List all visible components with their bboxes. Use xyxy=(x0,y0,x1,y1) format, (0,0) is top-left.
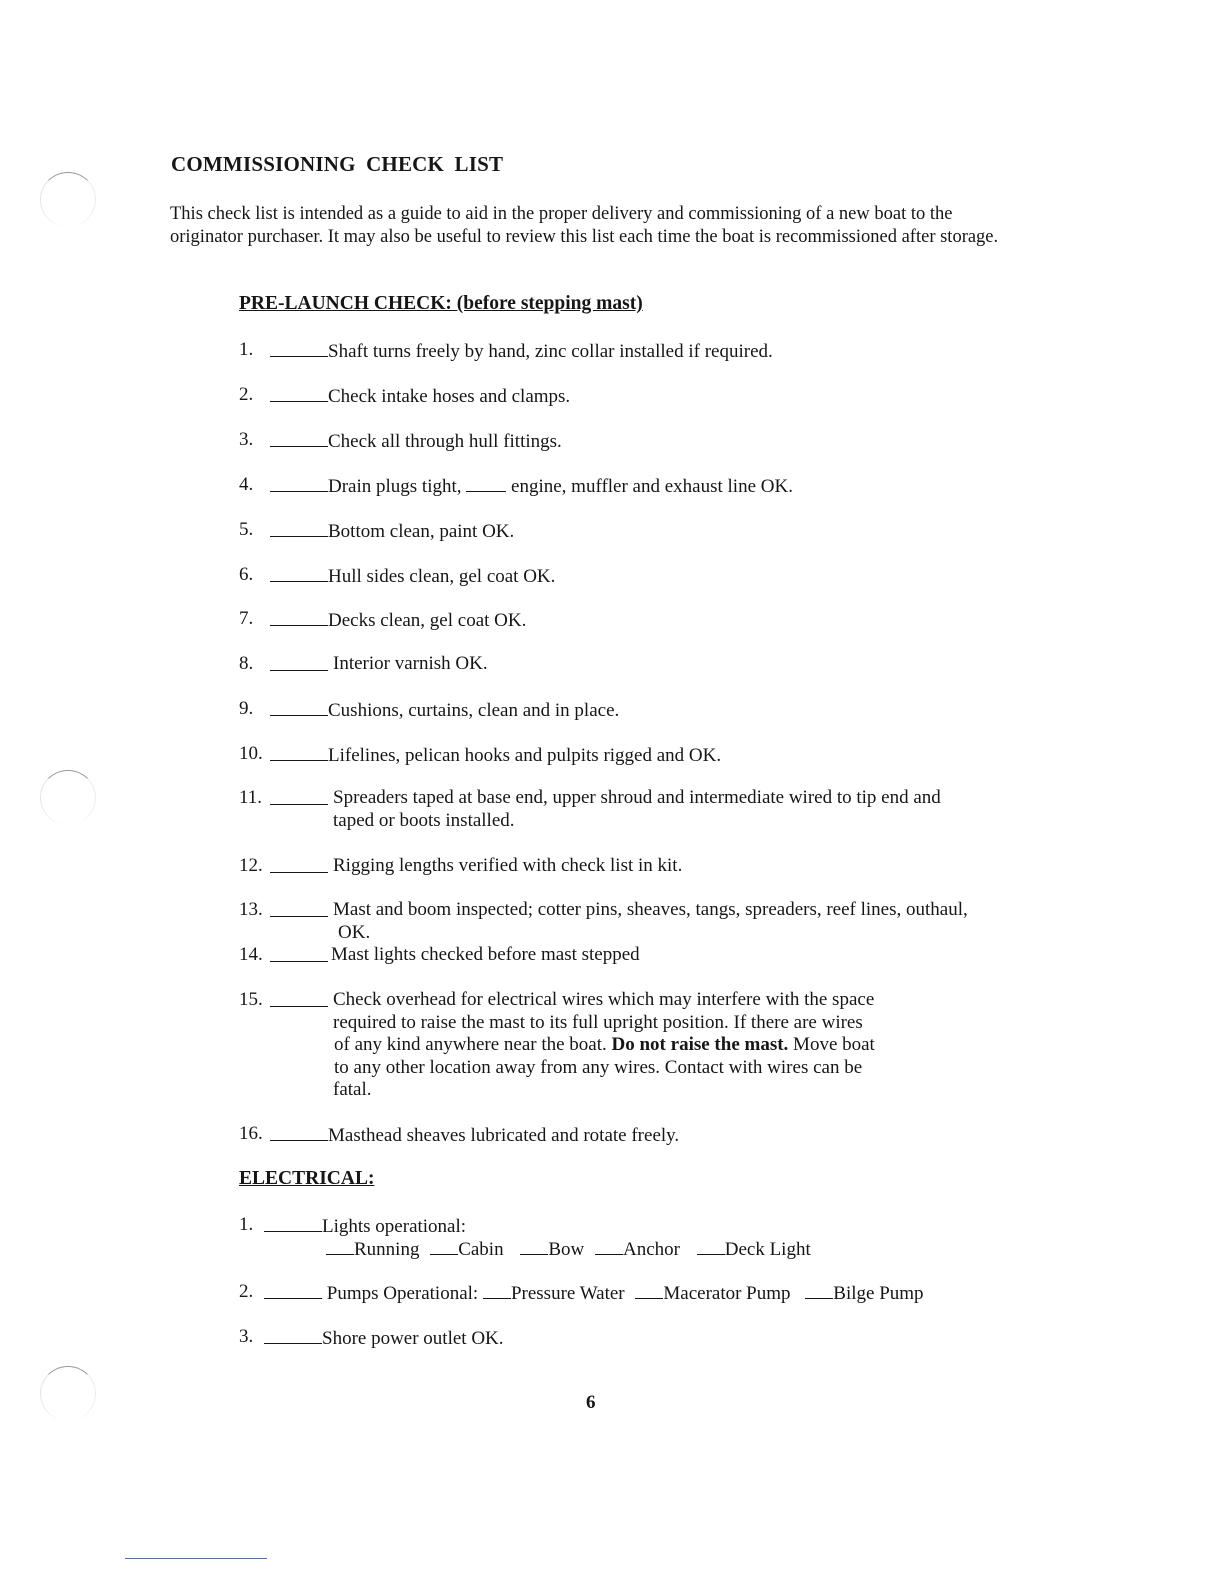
option-blank[interactable] xyxy=(326,1237,354,1255)
item-number: 6. xyxy=(239,564,254,585)
item-text: Decks clean, gel coat OK. xyxy=(328,610,527,631)
item-number: 3. xyxy=(239,429,254,450)
item-number: 12. xyxy=(239,855,263,876)
item-text: Drain plugs tight, xyxy=(328,476,462,497)
intro-paragraph: This check list is intended as a guide to aid in the proper delivery and commissioning of a new boat to the originator purchaser. It may also be useful to review this list each time the boat is recommissioned after storage. xyxy=(170,204,999,247)
check-blank[interactable] xyxy=(466,474,506,492)
item-number: 2. xyxy=(239,384,254,405)
item-text: Masthead sheaves lubricated and rotate freely. xyxy=(328,1125,680,1146)
option-blank[interactable] xyxy=(635,1281,663,1299)
item-number: 10. xyxy=(239,743,263,764)
check-blank[interactable] xyxy=(270,989,328,1007)
check-blank[interactable] xyxy=(270,743,328,761)
item-text: Bottom clean, paint OK. xyxy=(328,521,515,542)
item-text: Check intake hoses and clamps. xyxy=(328,386,571,407)
check-blank[interactable] xyxy=(270,653,328,671)
option-blank[interactable] xyxy=(520,1237,548,1255)
option-blank[interactable] xyxy=(483,1281,511,1299)
item-text: Mast lights checked before mast stepped xyxy=(331,944,640,965)
item-text-line: of any kind anywhere near the boat. xyxy=(334,1034,607,1055)
item-number: 11. xyxy=(239,787,263,808)
item-text: Shore power outlet OK. xyxy=(322,1328,504,1349)
check-blank[interactable] xyxy=(270,339,328,357)
item-text: Lifelines, pelican hooks and pulpits rigged and OK. xyxy=(328,745,722,766)
item-text-line: Check overhead for electrical wires which may interfere with the space xyxy=(333,989,875,1010)
check-blank[interactable] xyxy=(270,384,328,402)
item-text-line: required to raise the mast to its full upright position. If there are wires xyxy=(333,1011,863,1033)
check-blank[interactable] xyxy=(270,899,328,917)
item-text-line: Spreaders taped at base end, upper shroud and intermediate wired to tip end and xyxy=(333,787,941,808)
option-bilge-pump: Bilge Pump xyxy=(833,1283,924,1304)
option-blank[interactable] xyxy=(697,1237,725,1255)
page-title: COMMISSIONING CHECK LIST xyxy=(171,152,504,176)
check-blank[interactable] xyxy=(270,564,328,582)
option-deck-light: Deck Light xyxy=(724,1238,811,1260)
item-text: Lights operational: xyxy=(322,1216,467,1237)
punch-hole-top xyxy=(40,172,96,227)
item-text: Cushions, curtains, clean and in place. xyxy=(328,700,620,721)
item-number: 1. xyxy=(239,1214,254,1235)
check-blank[interactable] xyxy=(270,474,328,492)
item-number: 14. xyxy=(239,944,263,965)
warning-text: Do not raise the mast. xyxy=(611,1034,789,1055)
check-blank[interactable] xyxy=(270,944,328,962)
option-running: Running xyxy=(354,1238,420,1260)
item-text-secondary: engine, muffler and exhaust line OK. xyxy=(511,476,793,497)
check-blank[interactable] xyxy=(270,608,328,626)
check-blank[interactable] xyxy=(270,519,328,537)
item-text: Hull sides clean, gel coat OK. xyxy=(328,566,556,587)
check-blank[interactable] xyxy=(264,1214,322,1232)
item-number: 2. xyxy=(239,1281,254,1302)
check-blank[interactable] xyxy=(270,855,328,873)
check-blank[interactable] xyxy=(264,1281,322,1299)
item-number: 1. xyxy=(239,339,254,360)
check-blank[interactable] xyxy=(264,1326,322,1344)
item-text: Check all through hull fittings. xyxy=(328,431,562,452)
option-blank[interactable] xyxy=(430,1237,458,1255)
item-text-line: Mast and boom inspected; cotter pins, sheaves, tangs, spreaders, reef lines, outhaul, xyxy=(333,899,968,920)
item-number: 13. xyxy=(239,899,263,920)
item-number: 4. xyxy=(239,474,254,495)
option-pressure-water: Pressure Water xyxy=(510,1283,625,1304)
option-cabin: Cabin xyxy=(458,1238,504,1260)
check-blank[interactable] xyxy=(270,787,328,805)
item-number: 9. xyxy=(239,698,254,719)
item-number: 15. xyxy=(239,989,263,1010)
punch-hole-middle xyxy=(40,770,96,825)
item-number: 3. xyxy=(239,1326,254,1347)
item-text: Rigging lengths verified with check list in kit. xyxy=(333,855,683,876)
item-number: 16. xyxy=(239,1123,263,1144)
punch-hole-bottom xyxy=(40,1366,96,1421)
check-blank[interactable] xyxy=(270,1123,328,1141)
item-text: Pumps Operational: xyxy=(326,1283,479,1304)
option-anchor: Anchor xyxy=(623,1238,680,1260)
item-text-line: to any other location away from any wires. Contact with wires can be xyxy=(334,1056,863,1078)
item-text: Shaft turns freely by hand, zinc collar installed if required. xyxy=(328,341,773,362)
check-blank[interactable] xyxy=(270,429,328,447)
item-number: 7. xyxy=(239,608,254,629)
option-bow: Bow xyxy=(548,1238,585,1260)
item-text-line: fatal. xyxy=(333,1079,372,1100)
option-blank[interactable] xyxy=(805,1281,833,1299)
option-macerator-pump: Macerator Pump xyxy=(663,1283,791,1304)
electrical-heading: ELECTRICAL: xyxy=(239,1168,375,1189)
item-number: 5. xyxy=(239,519,254,540)
option-blank[interactable] xyxy=(595,1237,623,1255)
item-text-line: Move boat xyxy=(793,1034,875,1055)
prelaunch-heading: PRE-LAUNCH CHECK: (before stepping mast) xyxy=(239,293,643,314)
item-number: 8. xyxy=(239,653,254,674)
footer-rule xyxy=(125,1558,267,1559)
item-text: Interior varnish OK. xyxy=(333,653,488,674)
check-blank[interactable] xyxy=(270,698,328,716)
item-text-line: OK. xyxy=(338,921,371,943)
page-number: 6 xyxy=(586,1392,596,1413)
item-text-line: taped or boots installed. xyxy=(333,809,515,831)
